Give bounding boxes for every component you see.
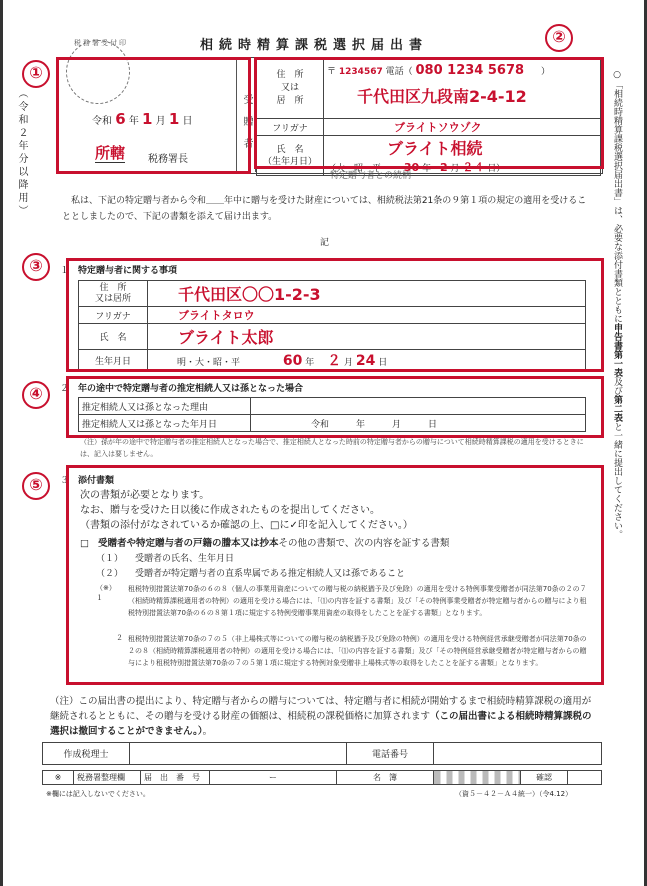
marker-2: ② bbox=[545, 24, 573, 52]
note2-num: ２ bbox=[116, 634, 123, 642]
office-col-1: 税務署整理欄 bbox=[74, 771, 141, 785]
page-edge-left bbox=[0, 0, 3, 886]
office-col-4: 確認 bbox=[521, 771, 568, 785]
bottom-right-code: （資５－４２－Ａ４統一）（令4.12） bbox=[455, 790, 573, 798]
heir-reason-label: 推定相続人又は孫となった理由 bbox=[79, 398, 251, 415]
highlight-box-3 bbox=[66, 258, 604, 372]
tax-office-name: 所轄 bbox=[94, 144, 125, 162]
office-use-table bbox=[42, 770, 602, 785]
giver-address: 千代田区〇〇1-2-3 bbox=[148, 281, 586, 307]
section3-intro: 次の書類が必要となります。 なお、贈与を受けた日以後に作成されたものを提出してください。 （書類の添付がなされているか確認の上、□に✓印を記入してください。） bbox=[80, 490, 413, 531]
page-title: 相続時精算課税選択届出書 bbox=[200, 38, 429, 53]
accountant-table bbox=[42, 742, 602, 765]
recipient-furigana-label: フリガナ bbox=[257, 119, 324, 136]
section2-note: （注）孫が年の途中で特定贈与者の推定相続人となった場合で、推定相続人となった時前の特定贈与者からの贈与について相続時精算課税の適用を受けるときには、記入は要しません。 bbox=[80, 438, 584, 458]
right-margin-note: ○「相続時精算課税選択届出書」は、必要な添付書類とともに申告書第一表及び第二表と一緒に提出してください。 bbox=[612, 70, 622, 539]
phone-number-value bbox=[434, 743, 602, 765]
giver-name: ブライト太郎 bbox=[148, 324, 586, 350]
highlight-box-1 bbox=[56, 57, 251, 174]
tax-office-suffix: 税務署長 bbox=[148, 154, 188, 165]
office-mark: ※ bbox=[43, 771, 74, 785]
giver-birth-cell: 明・大・昭・平 60 年 ２ 月 24 日 bbox=[148, 350, 586, 371]
filing-date: 令和 6 年 1 月 1 日 bbox=[92, 110, 193, 128]
relation-label: 特定贈与者との続柄 bbox=[330, 171, 412, 181]
highlight-box-5 bbox=[66, 465, 604, 685]
giver-address-label: 住 所 又は居所 bbox=[79, 281, 148, 307]
recipient-address-cell: 〒 1234567 電話（ 080 1234 5678 ） 千代田区九段南2-4-12 bbox=[324, 59, 601, 119]
recipient-furigana: ブライトソウゾク bbox=[324, 119, 601, 136]
section1-title: 特定贈与者に関する事項 bbox=[78, 266, 178, 276]
office-shaded bbox=[434, 771, 521, 785]
highlight-box-2 bbox=[254, 57, 604, 169]
intro-paragraph: 私は、下記の特定贈与者から令和＿＿年中に贈与を受けた財産については、相続税法第21条の９第１項の規定の適用を受けることとしましたので、下記の書類を添えて届け出ます。 bbox=[62, 196, 587, 222]
giver-furigana: ブライトタロウ bbox=[148, 307, 586, 324]
phone-number-label: 電話番号 bbox=[347, 743, 434, 765]
giver-furigana-label: フリガナ bbox=[79, 307, 148, 324]
tax-accountant-value bbox=[130, 743, 347, 765]
marker-4: ④ bbox=[22, 381, 50, 409]
receipt-stamp-label: 税務署受付印 bbox=[74, 39, 128, 47]
attachment-sub-2: （２） 受贈者が特定贈与者の直系卑属である推定相続人又は孫であること bbox=[96, 569, 406, 579]
note1-text: 租税特別措置法第70条の６の８（個人の事業用資産についての贈与税の納税猶予及び免除）の適用を受ける特例事業受贈者が同法第70条の２の７（相続時精算課税適用者の特例）の適用を受ける場合には、「⑴の内容を証する書類」及び「その特例事業受贈者が特定贈与者からの贈与により租税特別措置法第70条の６の８第１項に規定する特例受贈事業用資産の取得をしたことを証する書類」となります。 bbox=[128, 585, 587, 617]
recipient-name: ブライト相続 bbox=[387, 139, 483, 158]
note1-num: （※）１ bbox=[96, 584, 116, 602]
note2-text: 租税特別措置法第70条の７の５（非上場株式等についての贈与税の納税猶予及び免除の特例）の適用を受ける特例経営承継受贈者が同法第70条の２の８（相続時精算課税適用者の特例）の適用を受ける場合には、「⑴の内容を証する書類」及び「その特例経営承継受贈者が特定贈与者からの贈与により租税特別措置法第70条の７の５第１項に規定する特例対象受贈非上場株式等の取得をしたことを証する書類」となります。 bbox=[128, 635, 587, 667]
office-dash: ー bbox=[210, 771, 337, 785]
section2-num: ２ bbox=[60, 384, 70, 394]
heir-date-value: 令和 年 月 日 bbox=[251, 415, 586, 432]
section1-num: １ bbox=[60, 266, 70, 276]
marker-3: ③ bbox=[22, 253, 50, 281]
left-margin-note: （令和２年分以降用） bbox=[16, 88, 27, 218]
marker-1: ① bbox=[22, 60, 50, 88]
office-col-3: 名 簿 bbox=[337, 771, 434, 785]
tax-accountant-label: 作成税理士 bbox=[43, 743, 130, 765]
section2-title: 年の途中で特定贈与者の推定相続人又は孫となった場合 bbox=[78, 384, 304, 394]
bottom-left-note: ※欄には記入しないでください。 bbox=[46, 790, 150, 798]
recipient-address-label: 住 所 又は 居 所 bbox=[257, 59, 324, 119]
marker-5: ⑤ bbox=[22, 472, 50, 500]
giver-name-label: 氏 名 bbox=[79, 324, 148, 350]
section3-title: 添付書類 bbox=[78, 476, 115, 486]
attachment-main-item: □ 受贈者や特定贈与者の戸籍の謄本又は抄本その他の書類で、次の内容を証する書類 bbox=[80, 538, 450, 549]
highlight-box-4 bbox=[66, 376, 604, 438]
recipient-address: 千代田区九段南2-4-12 bbox=[357, 87, 527, 106]
section3-num: ３ bbox=[60, 476, 70, 486]
attachment-checkbox[interactable]: □ bbox=[80, 538, 89, 549]
recipient-name-cell: ブライト相続 （大・昭・平 30 年 2 月 ２４ 日） bbox=[324, 136, 601, 176]
recipient-vertical-label: 受贈者 bbox=[241, 94, 252, 160]
attachment-sub-1: （１） 受贈者の氏名、生年月日 bbox=[96, 554, 235, 564]
office-blank bbox=[568, 771, 602, 785]
office-col-2: 届 出 番 号 bbox=[141, 771, 210, 785]
recipient-name-label: 氏 名 （生年月日） bbox=[257, 136, 324, 176]
giver-birth-label: 生年月日 bbox=[79, 350, 148, 371]
heir-date-label: 推定相続人又は孫となった年月日 bbox=[79, 415, 251, 432]
footer-note: （注）この届出書の提出により、特定贈与者からの贈与については、特定贈与者に相続が開始するまで相続時精算課税の適用が継続されるとともに、その贈与を受ける財産の価額は、相続税の課税価格に加算されます（この届出書による相続時精算課税の選択は撤回することができません。）。 bbox=[50, 696, 592, 737]
ki-label: 記 bbox=[320, 238, 330, 248]
